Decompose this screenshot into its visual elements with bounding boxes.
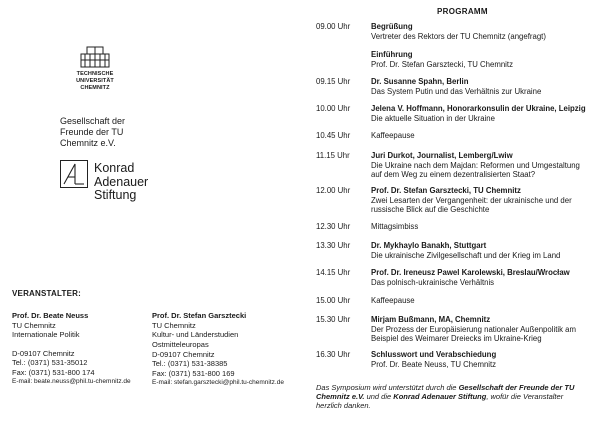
program-title: Mirjam Bußmann, MA, Chemnitz [371, 315, 491, 324]
contact-name: Prof. Dr. Stefan Garsztecki [152, 311, 247, 320]
contact-line1: TU Chemnitz [12, 320, 56, 330]
program-time: 12.30 Uhr [316, 222, 351, 231]
contact-name: Prof. Dr. Beate Neuss [12, 311, 89, 320]
kas-logo-icon [60, 160, 88, 188]
program-time: 13.30 Uhr [316, 241, 351, 250]
footer-text: , wofür die Veranstalter herzlich danken. [316, 392, 564, 410]
program-time: 10.00 Uhr [316, 104, 351, 113]
gesellschaft-name [60, 116, 125, 149]
program-time: 10.45 Uhr [316, 131, 351, 140]
gesellschaft-line3: Chemnitz e.V. [60, 138, 116, 148]
program-title: Einführung [371, 50, 413, 59]
program-desc: Mittagsimbiss [371, 222, 419, 231]
footer-text: Das Symposium wird unterstützt durch die [316, 383, 459, 392]
program-desc: Beispiel des Weimarer Dreiecks im Ukraine-Krieg [371, 334, 542, 343]
program-title: Prof. Dr. Ireneusz Pawel Karolewski, Breslau/Wrocław [371, 268, 570, 277]
program-title: Dr. Mykhaylo Banakh, Stuttgart [371, 241, 487, 250]
program-title: Dr. Susanne Spahn, Berlin [371, 77, 469, 86]
program-title: Schlusswort und Verabschiedung [371, 350, 497, 359]
program-title: Prof. Dr. Stefan Garsztecki, TU Chemnitz [371, 186, 521, 195]
contact-line3: Ostmitteleuropas [152, 339, 209, 349]
contact-garsztecki [152, 311, 284, 388]
contact-address: D-09107 Chemnitz [12, 348, 75, 358]
footer-org2: Konrad Adenauer Stiftung [393, 392, 487, 401]
kas-line2: Adenauer [94, 174, 149, 189]
program-desc: Das polnisch-ukrainische Verhältnis [371, 277, 495, 287]
footer-text: und die [364, 392, 394, 401]
footer-org1: Gesellschaft der Freunde der TU Chemnitz e.V. [316, 383, 575, 401]
program-desc: Das System Putin und das Verhältnis zur Ukraine [371, 86, 542, 96]
program-desc: Kaffeepause [371, 296, 415, 305]
program-time: 12.00 Uhr [316, 186, 351, 195]
program-desc: russische Blick auf die Geschichte [371, 205, 490, 214]
program-desc: Die aktuelle Situation in der Ukraine [371, 113, 495, 123]
program-desc: auf dem Weg zu einem dezentralisierten Staat? [371, 170, 536, 179]
kas-name [94, 162, 148, 203]
contact-fax: Fax: (0371) 531-800 169 [152, 368, 235, 378]
contact-line1: TU Chemnitz [152, 320, 196, 330]
program-desc: Prof. Dr. Beate Neuss, TU Chemnitz [371, 359, 497, 369]
program-desc: Vertreter des Rektors der TU Chemnitz (angefragt) [371, 31, 546, 41]
acknowledgement-footer [316, 383, 586, 410]
gesellschaft-line1: Gesellschaft der [60, 116, 126, 126]
program-time: 15.00 Uhr [316, 296, 351, 305]
program-title: Begrüßung [371, 22, 413, 31]
contact-neuss [12, 311, 131, 387]
contact-line2: Internationale Politik [12, 330, 80, 339]
contact-tel: Tel.: (0371) 531-35012 [12, 358, 88, 367]
program-desc: Kaffeepause [371, 131, 415, 140]
contact-address: D-09107 Chemnitz [152, 349, 215, 359]
program-title: Jelena V. Hoffmann, Honorarkonsulin der Ukraine, Leipzig [371, 104, 586, 113]
program-desc: Die ukrainische Zivilgesellschaft und der Krieg im Land [371, 250, 561, 260]
gesellschaft-line2: Freunde der TU [60, 127, 124, 137]
tu-logo-line2: CHEMNITZ [80, 85, 110, 91]
contact-fax: Fax: (0371) 531-800 174 [12, 367, 95, 377]
program-time: 11.15 Uhr [316, 151, 350, 160]
contact-email: E-mail: stefan.garsztecki@phil.tu-chemnitz.de [152, 379, 284, 386]
program-time: 14.15 Uhr [316, 268, 351, 277]
tu-chemnitz-logo [60, 46, 130, 92]
programm-heading: PROGRAMM [437, 7, 488, 16]
program-time: 16.30 Uhr [316, 350, 351, 359]
program-time: 09.15 Uhr [316, 77, 351, 86]
veranstalter-label: VERANSTALTER: [12, 289, 81, 298]
contact-tel: Tel.: (0371) 531-38385 [152, 359, 228, 368]
program-title: Juri Durkot, Journalist, Lemberg/Lwiw [371, 151, 513, 160]
tu-logo-line1: TECHNISCHE UNIVERSITÄT [76, 71, 114, 84]
contact-line2: Kultur- und Länderstudien [152, 330, 239, 339]
program-desc: Prof. Dr. Stefan Garsztecki, TU Chemnitz [371, 59, 513, 69]
program-desc: Der Prozess der Europäisierung nationaler Außenpolitik am [371, 324, 576, 334]
kas-line1: Konrad [94, 161, 135, 175]
program-desc: Zwei Lesarten der Vergangenheit: der ukrainische und der [371, 195, 572, 205]
contact-email: E-mail: beate.neuss@phil.tu-chemnitz.de [12, 378, 131, 385]
program-desc: Die Ukraine nach dem Majdan: Reformen und Umgestaltung [371, 160, 580, 170]
program-time: 15.30 Uhr [316, 315, 351, 324]
program-time: 09.00 Uhr [316, 22, 351, 31]
kas-line3: Stiftung [94, 188, 137, 202]
tu-building-icon [80, 46, 110, 68]
